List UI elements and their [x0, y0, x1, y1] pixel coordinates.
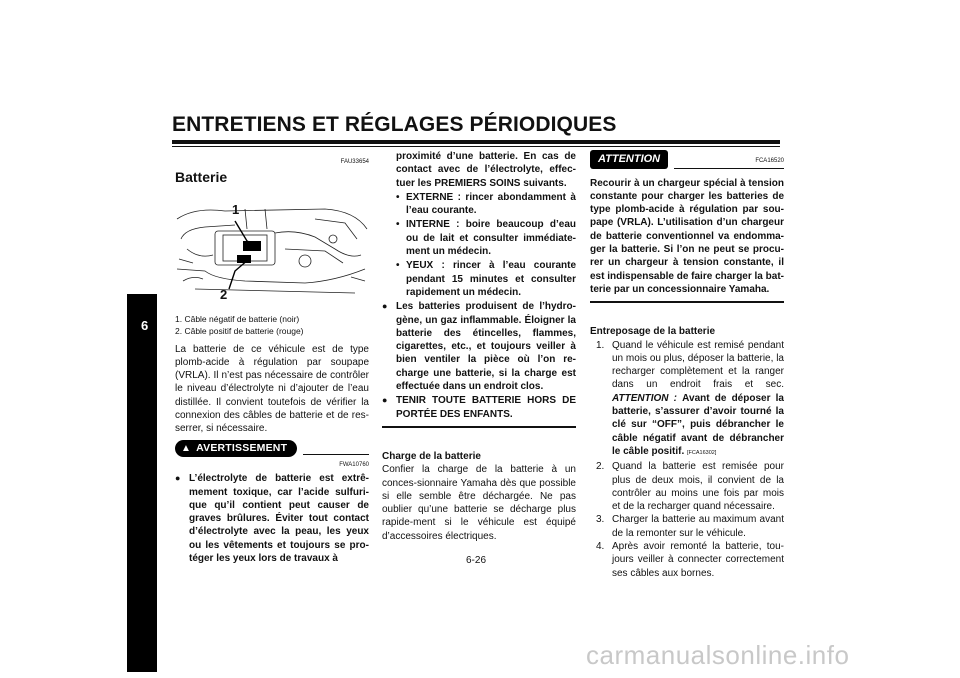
warning-text: L’électrolyte de batterie est extrê-mement toxique, car l’acide sulfuri-que qu’il contient peut causer de graves brûlures. Éviter tout contact d’électrolyte avec la peau, les yeux ou les vêtements et toujours se pro-téger les yeux lors de travaux à: [189, 473, 369, 565]
warning-bullet-1: [175, 472, 369, 565]
first-aid-internal: INTERNE : boire beaucoup d’eau ou de lait et consulter immédiate-ment un médecin.: [406, 219, 576, 258]
header-rule: [172, 140, 780, 144]
step-1-ref: [FCA16302]: [687, 449, 717, 456]
callout-2: 2: [220, 286, 228, 302]
page-number: 6-26: [466, 555, 487, 566]
header-rule-thin: [172, 146, 780, 147]
section-ref: FAU33654: [340, 159, 369, 165]
storage-title: Entreposage de la batterie: [590, 326, 716, 338]
step-1-text: Quand le véhicule est remisé pendant un mois ou plus, déposer la batterie, la recharger complètement et la ranger dans un endroit frais et sec.: [612, 339, 784, 391]
attention-text: Recourir à un chargeur spécial à tension constante pour charger les batteries de type plomb-acide à régulation par sou-pape (VRLA). L’utilisation d’un chargeur de batterie conventionnel va endomma-ger la batterie. Si l’on ne peut se procu-rer un chargeur à tension constante, il est indispensable de faire charger la bat-terie par un concessionnaire Yamaha.: [590, 177, 784, 295]
indent-spacer: [382, 218, 396, 258]
indent-spacer: [382, 191, 396, 218]
warning-bullet-2: [382, 300, 576, 393]
step-1-attention-text: Avant de déposer la batterie, s’assurer d’avoir tourné la clé sur “OFF”, puis débrancher le câble négatif avant de débrancher le câble positif.: [612, 392, 784, 457]
sub-bullet-icon: •: [396, 260, 400, 272]
warning-rule: [303, 454, 369, 455]
step-number: 1.: [596, 339, 605, 351]
step-1-attention-label: ATTENTION :: [612, 392, 677, 404]
first-aid-external: EXTERNE : rincer abondamment à l’eau courante.: [406, 191, 576, 217]
charge-paragraph: Confier la charge de la batterie à un conces-sionnaire Yamaha dès que possible si elle semble être déchargée. Ne pas oublier qu’une batterie se décharge plus rapide-ment si le véhicule est équipé d’accessoires électriques.: [382, 464, 576, 542]
charge-title: Charge de la batterie: [382, 450, 481, 462]
caption-1: 1. Câble négatif de batterie (noir): [175, 313, 300, 324]
section-title: Batterie: [175, 169, 228, 186]
caption-2: 2. Câble positif de batterie (rouge): [175, 325, 304, 336]
sub-bullet-icon: •: [396, 219, 400, 231]
column-2: [382, 150, 576, 547]
attention-end-rule: [590, 301, 784, 303]
warning-bullet-3: [382, 394, 576, 421]
column-1: [175, 150, 369, 566]
sub-bullet-icon: •: [396, 191, 400, 203]
first-aid-item-1: [382, 191, 576, 218]
warning-bullet-1-cont: [382, 150, 576, 190]
step-number: 2.: [596, 461, 605, 473]
first-aid-eyes: YEUX : rincer à l’eau courante pendant 15 minutes et consulter rapidement un médecin.: [406, 260, 576, 298]
warning-badge: [175, 440, 297, 457]
attention-ref: FCA16520: [755, 158, 784, 165]
warning-list: [175, 472, 369, 565]
chapter-tab: [127, 294, 157, 672]
bullet-dot-icon: ●: [382, 301, 388, 312]
warning-list-continued: [382, 150, 576, 421]
storage-step-3: [590, 513, 784, 540]
first-aid-item-2: [382, 218, 576, 258]
indent-spacer: [382, 150, 396, 190]
children-warning: TENIR TOUTE BATTERIE HORS DE PORTÉE DES ENFANTS.: [396, 395, 576, 420]
battery-figure: [175, 189, 369, 307]
warning-label: AVERTISSEMENT: [196, 441, 288, 454]
storage-step-2: [590, 460, 784, 513]
battery-illustration: [175, 189, 369, 307]
watermark: carmanualsonline.info: [586, 640, 850, 670]
bullet-dot-icon: ●: [382, 395, 388, 406]
chapter-number: 6: [141, 318, 149, 333]
storage-step-1: [590, 339, 784, 461]
page-title: ENTRETIENS ET RÉGLAGES PÉRIODIQUES: [172, 113, 617, 136]
warning-continued: proximité d’une batterie. En cas de contact avec de l’électrolyte, effec-tuer les PREMIERS SOINS suivants.: [396, 151, 576, 189]
first-aid-item-3: [382, 259, 576, 299]
warning-ref: FWA10760: [339, 461, 369, 468]
attention-badge: ATTENTION: [590, 150, 668, 169]
figure-captions: [175, 313, 369, 337]
step-number: 3.: [596, 514, 605, 526]
step-number: 4.: [596, 541, 605, 553]
bullet-dot-icon: ●: [175, 473, 181, 484]
hydrogen-warning: Les batteries produisent de l’hydro-gène, un gaz inflammable. Éloigner la batterie des étincelles, flammes, cigarettes, etc., et toujours veiller à bien ventiler la pièce où l’on re-charge une batterie, si la charge est effectuée dans un endroit clos.: [396, 301, 576, 393]
step-3-text: Charger la batterie au maximum avant de la remonter sur le véhicule.: [612, 514, 784, 539]
body-paragraph: La batterie de ce véhicule est de type plomb-acide à régulation par soupape (VRLA). Il n’est pas nécessaire de contrôler le niveau d’électrolyte ni d’ajouter de l’eau distillée. Il convient toutefois de vérifier la connexion des câbles de batterie et de res-serrer, si nécessaire.: [175, 343, 369, 435]
indent-spacer: [382, 259, 396, 299]
storage-step-4: [590, 540, 784, 580]
step-2-text: Quand la batterie est remisée pour plus de deux mois, il convient de la contrôler au moins une fois par mois et de la recharger quand nécessaire.: [612, 461, 784, 513]
warning-end-rule: [382, 426, 576, 428]
warning-header: [175, 440, 369, 457]
callout-1: 1: [232, 201, 240, 217]
warning-triangle-icon: ▲: [181, 442, 192, 454]
column-3: [590, 150, 784, 580]
step-4-text: Après avoir remonté la batterie, tou-jours veiller à connecter correctement ses câbles aux bornes.: [612, 541, 784, 579]
